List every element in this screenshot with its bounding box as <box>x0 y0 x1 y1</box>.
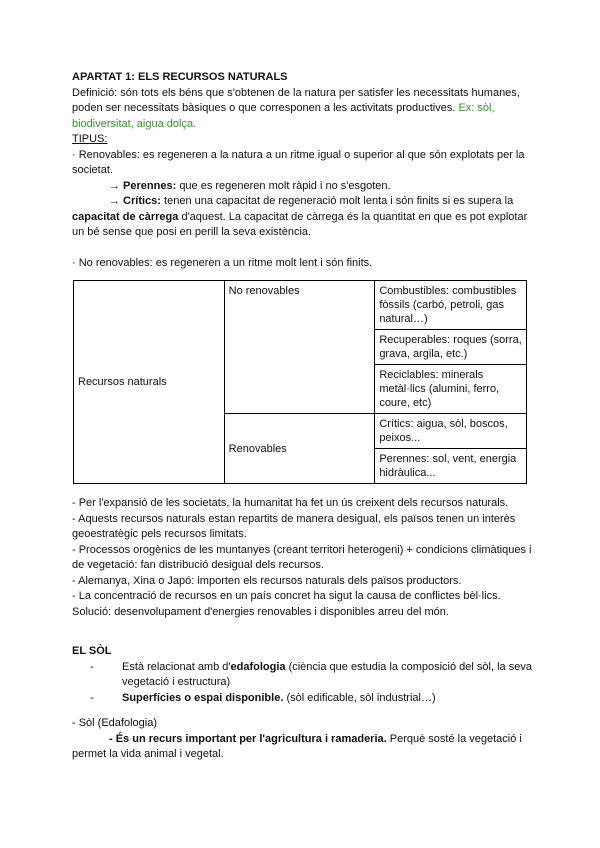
note-line: - Per l'expansió de les societats, la humanitat ha fet un ús creixent dels recursos naturals. <box>72 497 509 509</box>
critics-text: tenen una capacitat de regeneració molt lenta i són finits si es supera la <box>164 195 514 207</box>
bullet-dash: - <box>90 660 94 673</box>
critics-label: → Crítics: <box>109 195 161 207</box>
table-fuels-cell: Combustibles: combustibles fòssils (carbó, petroli, gas natural…) <box>375 281 527 330</box>
note-line: - La concentració de recursos en un país concret ha sigut la causa de conflictes bèl·lics. <box>72 590 501 602</box>
table-renewable-cell: Renovables <box>224 414 375 484</box>
perennes-label: → Perennes: <box>109 179 177 192</box>
soil-item-1-pre: Està relacionat amb d' <box>122 660 231 673</box>
soil-item-2-post: (sòl edificable, sòl industrial…) <box>286 691 436 704</box>
types-label: TIPUS: <box>72 133 108 145</box>
definition-text: Definició: són tots els béns que s'obtenen de la natura per satisfer les necessitats humanes, poden ser necessitats bàsiques o que corresponen a les activitats productives. <box>72 86 520 114</box>
soil-item-1-post: (ciència que estudia la composició del sòl, la seva vegetació i estructura) <box>122 660 532 688</box>
bullet-dash: - <box>90 691 94 704</box>
document-page <box>72 70 532 763</box>
note-line: - Aquests recursos naturals estan repartits de manera desigual, els països tenen un interès geoestratègic pels recursos limitats. <box>72 512 516 540</box>
table-non-renewable-cell: No renovables <box>224 281 375 414</box>
soil-item-1 <box>72 660 532 691</box>
note-line: Solució: desenvolupament d'energies renovables i disponibles arreu del món. <box>72 605 449 618</box>
table-recoverable-cell: Recuperables: roques (sorra, grava, argila, etc.) <box>375 330 527 365</box>
capacity-text: d'aquest. La capacitat de càrrega és la quantitat en que es pot explotar un bé sense que posi en perill la seva existència. <box>72 210 528 238</box>
soil-sub-bold: - És un recurs important per l'agricultura i ramaderia. <box>109 732 387 745</box>
soil-sub-paragraph <box>72 732 532 763</box>
resources-table <box>73 280 527 484</box>
perennes-text: que es regeneren molt ràpid i no s'esgoten. <box>179 179 391 192</box>
note-line: - Processos orogènics de les muntanyes (creant territori heterogeni) + condicions climàtiques i de vegetació: fan distribució desigual dels recursos. <box>72 543 532 571</box>
note-line: - Alemanya, Xina o Japó: importen els recursos naturals dels països productors. <box>72 574 462 587</box>
perennes-line <box>72 179 532 195</box>
definition-paragraph <box>72 86 532 133</box>
renewables-text: · Renovables: es regeneren a la natura a un ritme igual o superior al que són explotats per la societat. <box>72 148 525 176</box>
soil-sub-post: Perquè sosté la vegetació i permet la vida animal i vegetal. <box>72 732 522 760</box>
capacity-label: capacitat de càrrega <box>72 210 179 223</box>
soil-title: EL SÒL <box>72 645 112 657</box>
definition-example: Ex: sòl, biodiversitat, aigua dolça. <box>72 102 495 130</box>
soil-sub-title: - Sòl (Edafologia) <box>72 717 157 729</box>
table-root-cell: Recursos naturals <box>74 281 225 484</box>
soil-item-2-bold: Superfícies o espai disponible. <box>122 691 284 704</box>
table-perennial-cell: Perennes: sol, vent, energia hidràulica... <box>375 449 527 484</box>
soil-item-2 <box>72 691 532 707</box>
section-heading: APARTAT 1: ELS RECURSOS NATURALS <box>72 71 288 83</box>
table-recyclable-cell: Reciclables: minerals metàl·lics (alumini, ferro, coure, etc) <box>375 365 527 414</box>
critics-paragraph <box>72 194 532 241</box>
soil-item-1-bold: edafologia <box>230 660 286 673</box>
non-renewables-text: · No renovables: es regeneren a un ritme molt lent i són finits. <box>72 256 373 269</box>
table-critical-cell: Crítics: aigua, sòl, boscos, peixos... <box>375 414 527 449</box>
